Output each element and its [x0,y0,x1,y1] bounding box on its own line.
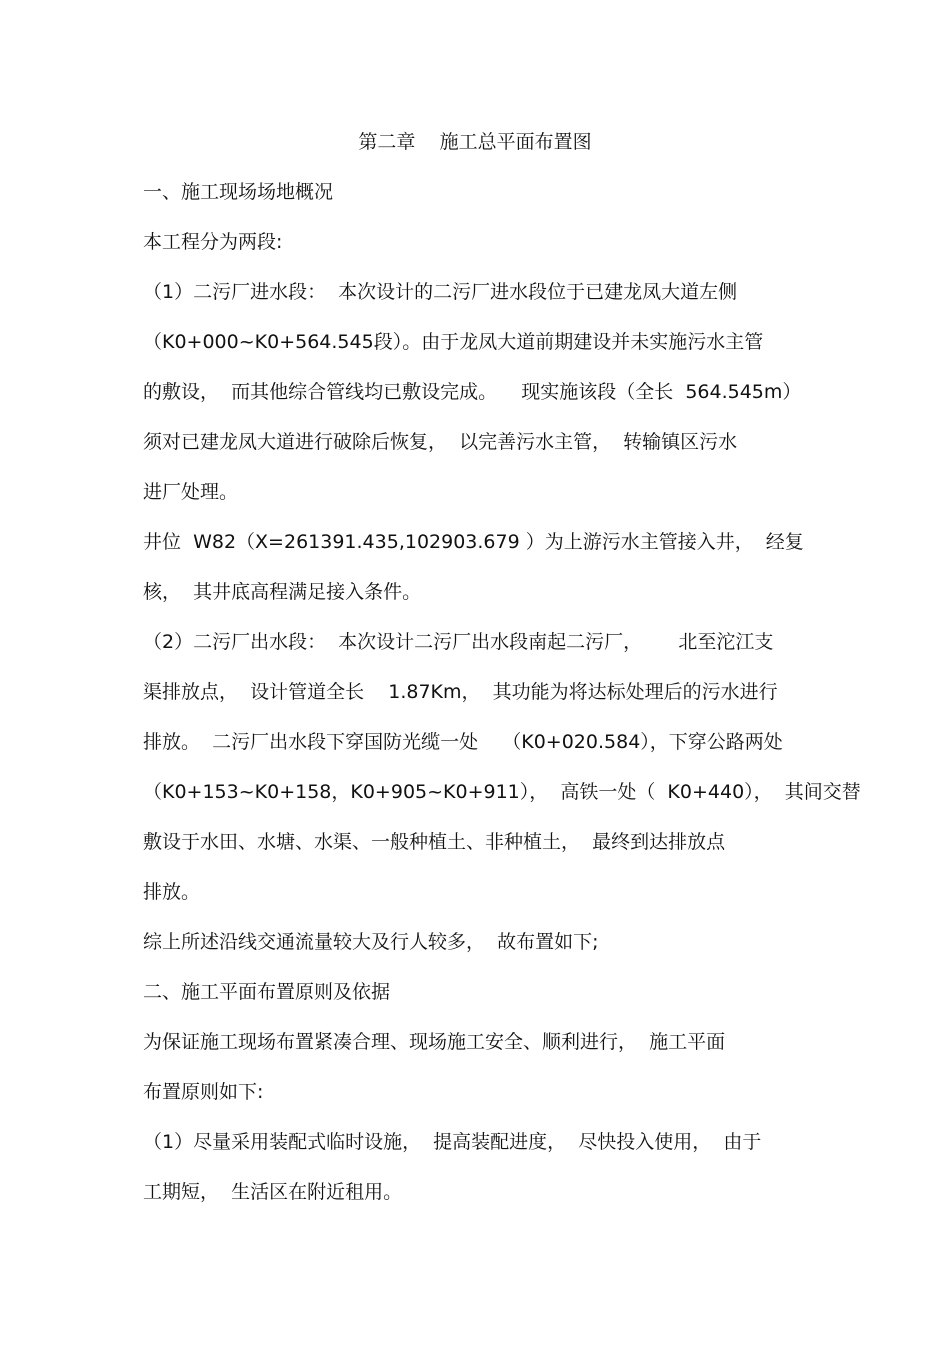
section-heading-site-overview: 一、施工现场场地概况 [143,181,334,203]
paragraph-line: （1）二污厂进水段： 本次设计的二污厂进水段位于已建龙凤大道左侧 [143,281,738,303]
paragraph-line: 渠排放点， 设计管道全长 1.87Km， 其功能为将达标处理后的污水进行 [143,681,778,703]
paragraph-line: 的敷设， 而其他综合管线均已敷设完成。 现实施该段（全长 564.545m） [143,381,802,403]
paragraph-line: 核， 其井底高程满足接入条件。 [143,581,422,603]
paragraph-line: 本工程分为两段: [143,231,283,253]
section-heading-layout-principles: 二、施工平面布置原则及依据 [143,981,391,1003]
paragraph-line: 综上所述沿线交通流量较大及行人较多， 故布置如下; [143,931,599,953]
paragraph-line: 布置原则如下: [143,1081,264,1103]
paragraph-line: 排放。 [143,881,201,903]
paragraph-line: 排放。 二污厂出水段下穿国防光缆一处 （K0+020.584），下穿公路两处 [143,731,783,753]
paragraph-line: （K0+000~K0+564.545段）。由于龙凤大道前期建设并未实施污水主管 [143,331,764,353]
paragraph-line: 井位 W82（X=261391.435,102903.679 ）为上游污水主管接入井， 经复 [143,531,804,553]
paragraph-line: 为保证施工现场布置紧凑合理、现场施工安全、顺利进行， 施工平面 [143,1031,726,1053]
paragraph-line: （K0+153~K0+158，K0+905~K0+911）， 高铁一处（ K0+440）， 其间交替 [143,781,861,803]
chapter-title: 第二章 施工总平面布置图 [358,131,592,153]
paragraph-line: 工期短， 生活区在附近租用。 [143,1181,403,1203]
paragraph-line: 敷设于水田、水塘、水渠、一般种植土、非种植土， 最终到达排放点 [143,831,726,853]
document-body [143,177,861,1227]
paragraph-line: （1）尽量采用装配式临时设施， 提高装配进度， 尽快投入使用， 由于 [143,1131,762,1153]
paragraph-line: （2）二污厂出水段： 本次设计二污厂出水段南起二污厂， 北至沱江支 [143,631,774,653]
paragraph-line: 进厂处理。 [143,481,239,503]
paragraph-line: 须对已建龙凤大道进行破除后恢复， 以完善污水主管， 转输镇区污水 [143,431,738,453]
